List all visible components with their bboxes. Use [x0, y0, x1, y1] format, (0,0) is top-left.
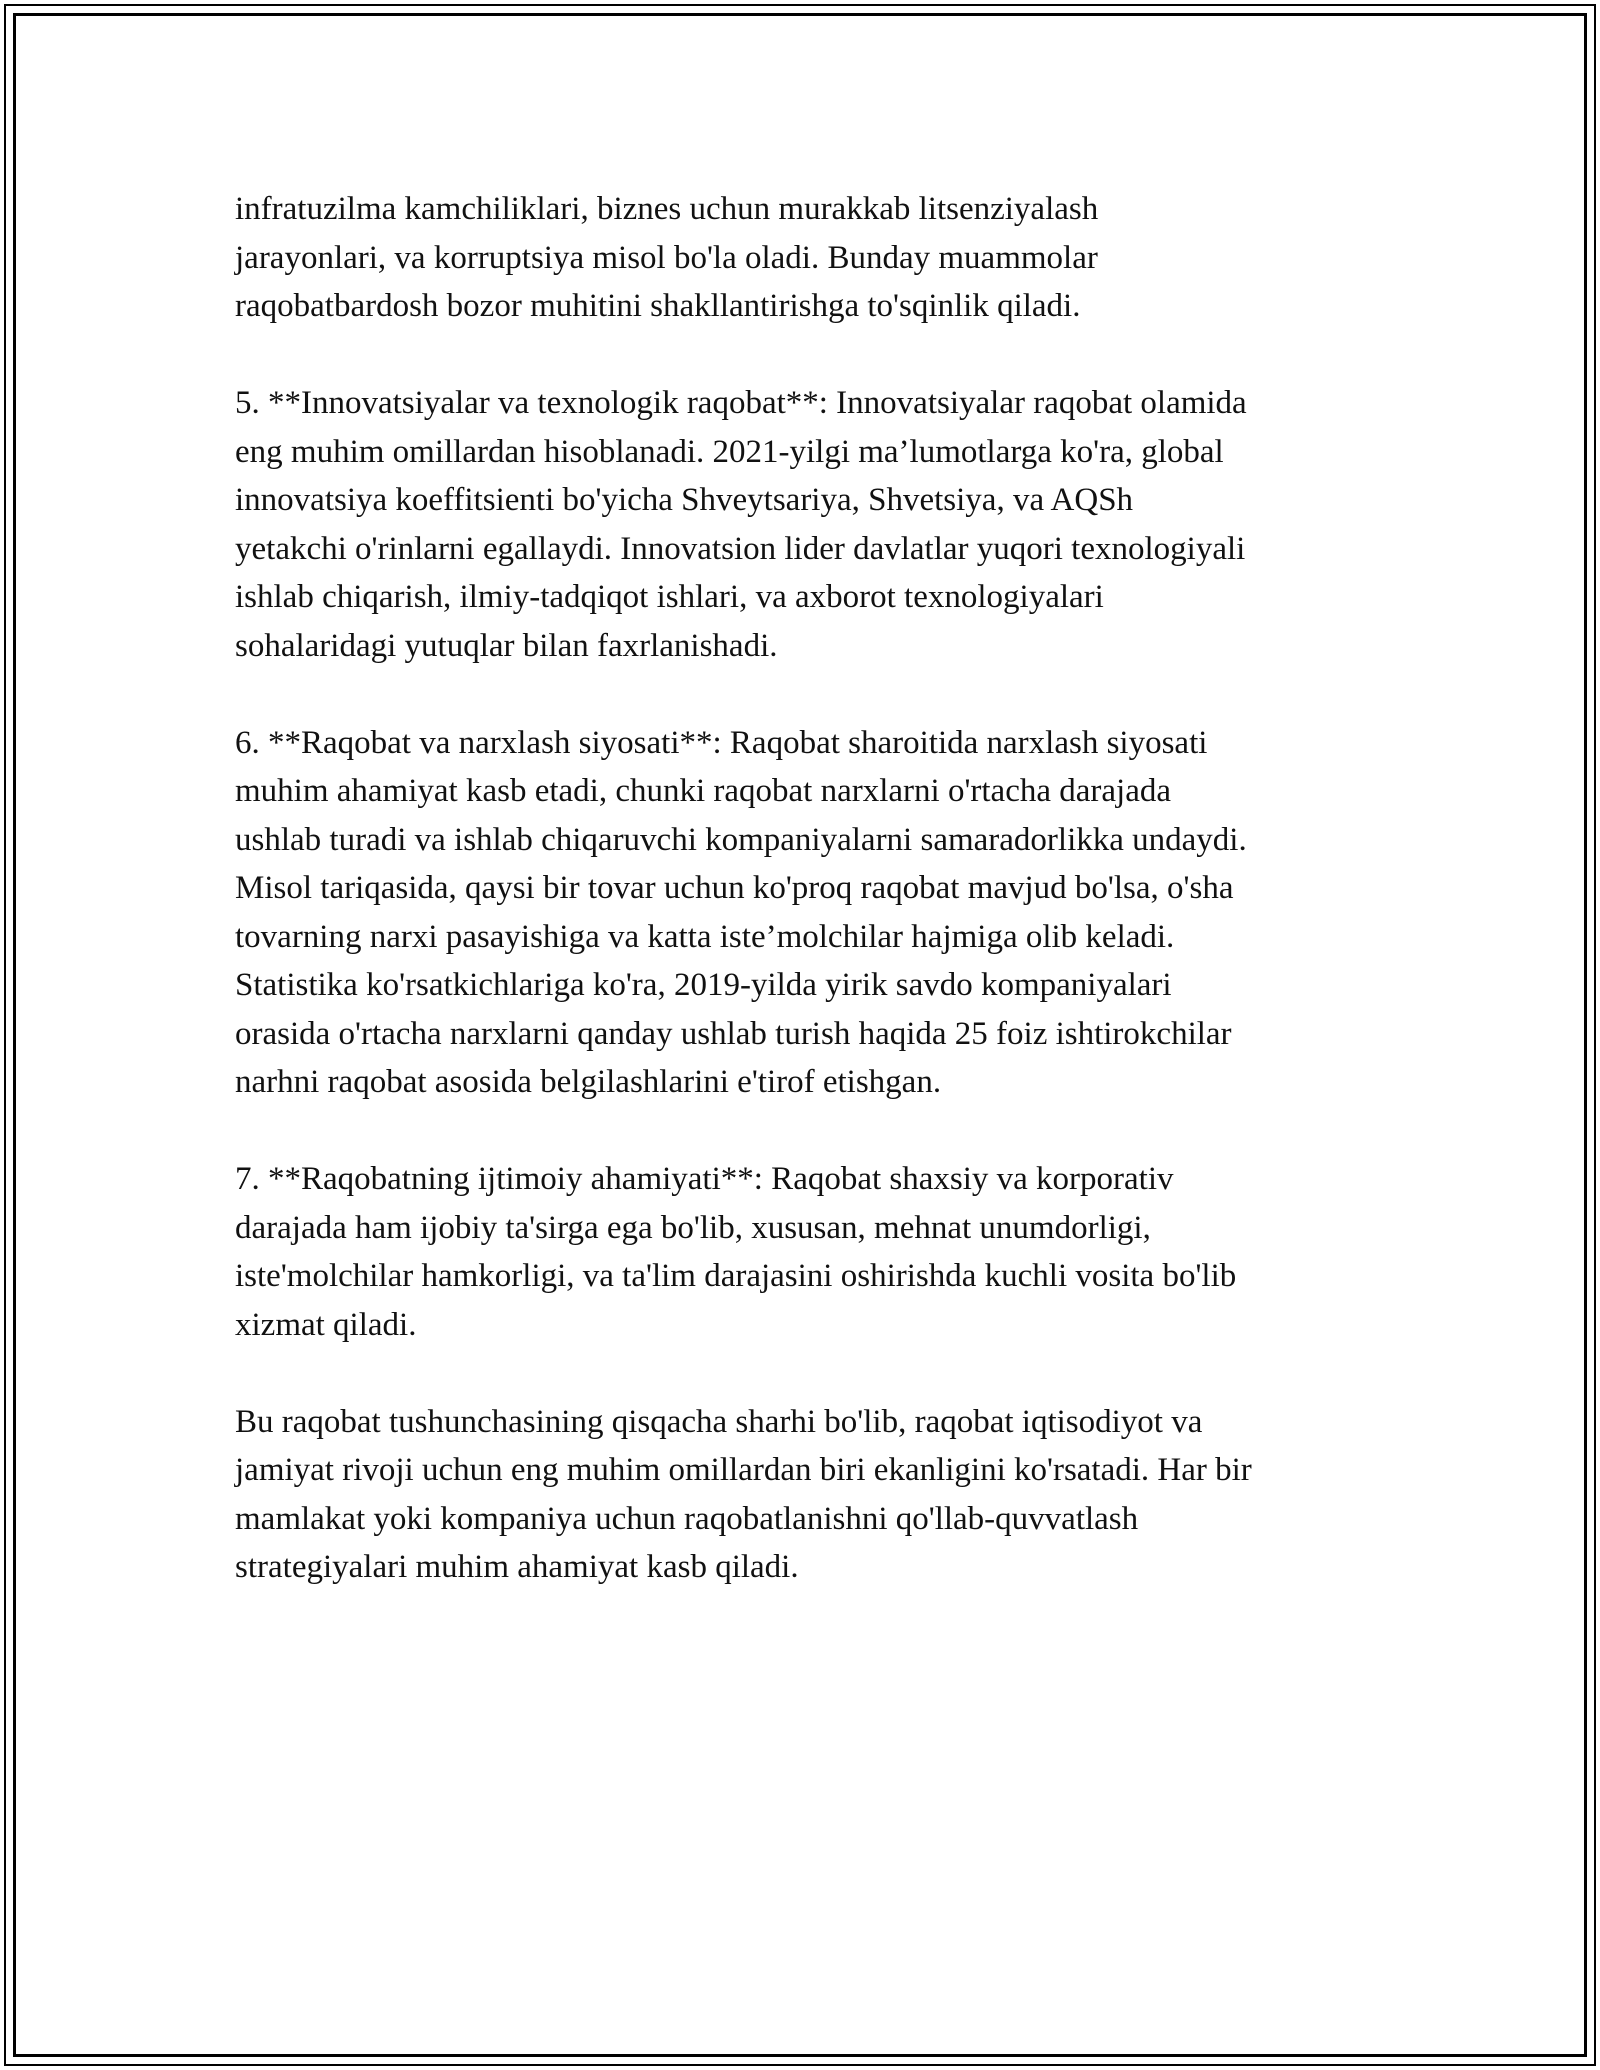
- paragraph-intro-continuation: [235, 185, 1385, 331]
- text-line: strategiyalari muhim ahamiyat kasb qiladi.: [235, 1549, 799, 1585]
- text-line: Misol tariqasida, qaysi bir tovar uchun ko'proq raqobat mavjud bo'lsa, o'sha: [235, 870, 1234, 906]
- text-line: iste'molchilar hamkorligi, va ta'lim darajasini oshirishda kuchli vosita bo'lib: [235, 1258, 1237, 1294]
- document-body: [235, 185, 1385, 1640]
- text-line: Statistika ko'rsatkichlariga ko'ra, 2019-yilda yirik savdo kompaniyalari: [235, 967, 1172, 1003]
- text-line: 6. **Raqobat va narxlash siyosati**: Raqobat sharoitida narxlash siyosati: [235, 724, 1208, 761]
- text-line: infratuzilma kamchiliklari, biznes uchun murakkab litsenziyalash: [235, 191, 1099, 227]
- text-line: yetakchi o'rinlarni egallaydi. Innovatsion lider davlatlar yuqori texnologiyali: [235, 530, 1246, 567]
- text-line: innovatsiya koeffitsienti bo'yicha Shveytsariya, Shvetsiya, va AQSh: [235, 482, 1134, 518]
- text-line: eng muhim omillardan hisoblanadi. 2021-yilgi ma’lumotlarga ko'ra, global: [235, 433, 1224, 470]
- text-line: 5. **Innovatsiyalar va texnologik raqobat**: Innovatsiyalar raqobat olamida: [235, 385, 1247, 421]
- text-line: ushlab turadi va ishlab chiqaruvchi kompaniyalarni samaradorlikka undaydi.: [235, 821, 1247, 858]
- paragraph-conclusion: [235, 1398, 1385, 1592]
- text-line: 7. **Raqobatning ijtimoiy ahamiyati**: Raqobat shaxsiy va korporativ: [235, 1161, 1174, 1197]
- paragraph-item-5: [235, 379, 1385, 670]
- text-line: tovarning narxi pasayishiga va katta iste’molchilar hajmiga olib keladi.: [235, 918, 1175, 955]
- text-line: raqobatbardosh bozor muhitini shakllantirishga to'sqinlik qiladi.: [235, 288, 1081, 324]
- text-line: jamiyat rivoji uchun eng muhim omillardan biri ekanligini ko'rsatadi. Har bir: [235, 1452, 1252, 1488]
- text-line: mamlakat yoki kompaniya uchun raqobatlanishni qo'llab-quvvatlash: [235, 1500, 1139, 1537]
- text-line: darajada ham ijobiy ta'sirga ega bo'lib, xususan, mehnat unumdorligi,: [235, 1209, 1151, 1246]
- paragraph-item-6: [235, 719, 1385, 1107]
- text-line: Bu raqobat tushunchasining qisqacha sharhi bo'lib, raqobat iqtisodiyot va: [235, 1403, 1203, 1440]
- text-line: ishlab chiqarish, ilmiy-tadqiqot ishlari, va axborot texnologiyalari: [235, 579, 1104, 615]
- text-line: sohalaridagi yutuqlar bilan faxrlanishadi.: [235, 627, 778, 664]
- paragraph-item-7: [235, 1155, 1385, 1349]
- text-line: narhni raqobat asosida belgilashlarini e'tirof etishgan.: [235, 1064, 942, 1100]
- text-line: xizmat qiladi.: [235, 1306, 417, 1343]
- text-line: jarayonlari, va korruptsiya misol bo'la oladi. Bunday muammolar: [235, 239, 1098, 276]
- text-line: orasida o'rtacha narxlarni qanday ushlab turish haqida 25 foiz ishtirokchilar: [235, 1015, 1232, 1052]
- text-line: muhim ahamiyat kasb etadi, chunki raqobat narxlarni o'rtacha darajada: [235, 773, 1171, 809]
